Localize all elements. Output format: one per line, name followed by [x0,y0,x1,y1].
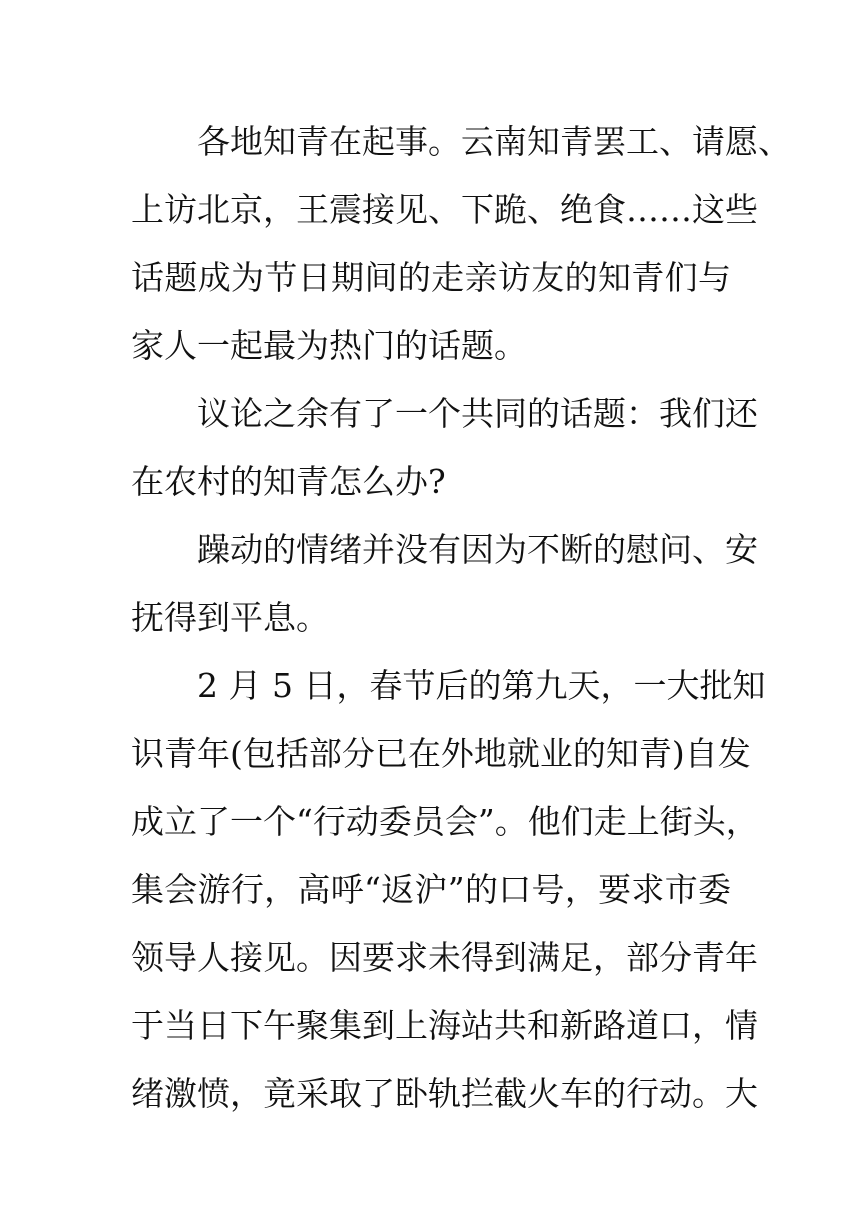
text-line: 话题成为节日期间的走亲访友的知青们与 [131,258,731,297]
text-line: 集会游行，高呼“返沪”的口号，要求市委 [131,870,731,909]
text-line: 成立了一个“行动委员会”。他们走上街头， [131,802,759,841]
text-line: 躁动的情绪并没有因为不断的慰问、安 [197,530,758,569]
text-line: 抚得到平息。 [131,598,329,637]
text-line: 领导人接见。因要求未得到满足，部分青年 [131,938,758,977]
text-line: 各地知青在起事。云南知青罢工、请愿、 [197,122,791,161]
text-line: 2 月 5 日，春节后的第九天，一大批知 [197,666,766,705]
text-line: 上访北京，王震接见、下跪、绝食……这些 [131,190,758,229]
text-line: 绪激愤，竟采取了卧轨拦截火车的行动。大 [131,1074,758,1113]
text-line: 在农村的知青怎么办? [131,462,446,501]
text-line: 于当日下午聚集到上海站共和新路道口，情 [131,1006,758,1045]
text-line: 议论之余有了一个共同的话题：我们还 [197,394,758,433]
text-line: 家人一起最为热门的话题。 [131,326,527,365]
text-line: 识青年(包括部分已在外地就业的知青)自发 [131,734,751,773]
